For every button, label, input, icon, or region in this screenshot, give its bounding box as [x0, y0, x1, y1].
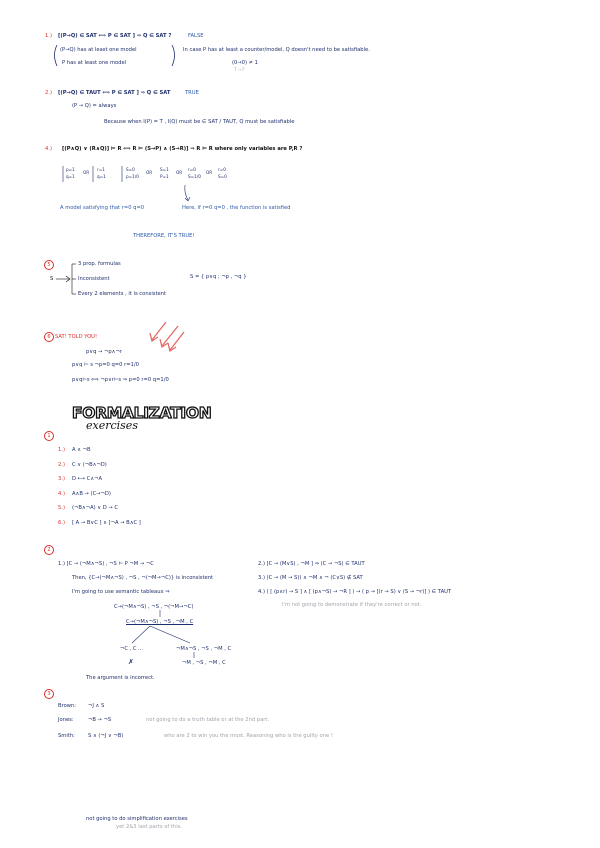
s4-item3: Every 2 elements , it is consistent: [78, 291, 167, 297]
title-main: FORMALIZATION: [72, 404, 212, 422]
s3-right-note: Here, if r=0 q=0 , the function is satisfied: [182, 205, 291, 211]
s2-answer: TRUE: [185, 90, 199, 96]
s7-right3-note: I'm not going to demonstrate if they're correct or not.: [282, 602, 422, 608]
s4-item2: Inconsistent: [78, 276, 110, 282]
s7-tableau4: ¬M∧¬S , ¬S , ¬M , C: [176, 646, 232, 652]
s5-line2: p∨q ⊨ s ¬p=0 q=0 r=1/0: [72, 362, 139, 368]
s1-note: In case P has at least a counter/model, Q doesn't need to be satisfiable.: [183, 47, 370, 53]
s6-item-number: 4.): [58, 490, 65, 497]
footer-main: not going to do simplification exercises: [86, 816, 188, 822]
s7-line3: I'm going to use semantic tableaux ⇒: [72, 589, 170, 595]
s8-brown-value: ¬J ∧ S: [88, 703, 105, 709]
s7-number: 2: [44, 545, 54, 555]
s3-case2b: q=1: [97, 174, 106, 179]
s3-case6b: S=0: [218, 174, 227, 179]
s6-item-text: (¬B∧¬A) ∨ D → C: [72, 505, 119, 511]
s8-jones-note: not going to do a truth table or at the 2nd part.: [146, 717, 270, 723]
s6-item-text: D ⟷ C∧¬A: [72, 476, 103, 482]
s5-number: 6: [44, 332, 54, 342]
s7-tableau2: C→(¬M∧¬S) , ¬S , ¬M , C: [126, 619, 194, 625]
s6-number: 1: [44, 431, 54, 441]
s7-cross: ✗: [128, 658, 134, 666]
s2-line2: Because when I(P) = T , I(Q) must be ∈ SAT / TAUT, Q must be satisfiable: [104, 119, 295, 125]
s2-number: 2.): [45, 90, 52, 96]
s3-case4b: P=1: [160, 174, 169, 179]
s3-case5b: S=1/0: [188, 174, 201, 179]
s5-line3: p∨q⊨s ⟺ ¬p∨r⊨s ⇒ p=0 r=0 q=1/0: [72, 377, 169, 383]
s3-case1a: p=1: [66, 167, 75, 172]
s3-case6a: r=0: [218, 167, 226, 172]
s7-line4: The argument is incorrect.: [86, 675, 155, 681]
s7-line2: Then, {C→(¬M∧¬S) , ¬S , ¬(¬M→¬C)} is inconsistent: [72, 575, 214, 581]
s1-formula: (0→0) ≠ 1: [232, 60, 258, 66]
s8-smith-label: Smith:: [58, 733, 75, 739]
s7-tableau5: ¬M , ¬S , ¬M , C: [182, 660, 226, 666]
s3-or4: OR: [206, 170, 213, 175]
s1-answer: FALSE: [188, 33, 204, 39]
title-sub: exercises: [86, 419, 138, 432]
s6-item-text: C ∨ (¬B∧¬D): [72, 461, 107, 468]
s3-or1: OR: [83, 170, 90, 175]
s4-set: S = { p∨q ; ¬p , ¬q }: [190, 274, 247, 280]
s8-smith-note: who are 2 to win you the most. Reasoning who is the guilty one !: [164, 733, 333, 739]
s7-right1: 2.) [C → (M∨S) , ¬M ] ⇒ (C → ¬S) ∈ TAUT: [258, 561, 365, 567]
s6-item-number: 3.): [58, 476, 65, 482]
s3-or3: OR: [176, 170, 183, 175]
s3-or2: OR: [146, 170, 153, 175]
s6-item-text: A ∧ ¬B: [72, 447, 91, 453]
s3-case1b: q=1: [66, 174, 75, 179]
s3-case4a: S=1: [160, 167, 169, 172]
s8-brown-label: Brown:: [58, 703, 77, 709]
s4-item1: 3 prop. formulas: [78, 261, 121, 267]
s2-line1: (P → Q) = always: [72, 103, 117, 109]
s6-item-text: A∧B → (C→¬D): [72, 490, 111, 497]
s8-smith-value: S ∧ (¬J ∨ ¬B): [88, 733, 124, 739]
s1-line1: (P→Q) has at least one model: [60, 47, 137, 53]
s1-question: [(P→Q) ∈ SAT ⟺ P ∈ SAT ] ⇒ Q ∈ SAT ?: [58, 33, 172, 39]
s5-line1: p∨q → ¬p∧¬r: [86, 349, 122, 355]
s7-right2: 3.) (C → (M → S)) ∧ ¬M ∧ ¬ (C∨S) ∉ SAT: [258, 575, 363, 581]
s7-right3: 4.) ( [ (p∧r) → S ] ∧ [ (p∧¬S) → ¬R ] ) → ( p → [(r → S) ∨ (S → ¬r)] ) ∈ TAUT: [258, 589, 452, 595]
s8-number: 3: [44, 689, 54, 699]
s3-left-note: A model satisfying that r=0 q=0: [60, 205, 145, 211]
s6-item-number: 6.): [58, 519, 65, 526]
s1-number: 1.): [45, 33, 52, 39]
s8-jones-label: Jones:: [58, 717, 74, 723]
s7-tableau1: C→(¬M∧¬S) , ¬S , ¬(¬M→¬C): [114, 604, 194, 610]
s1-formula-sub: T → F: [234, 67, 245, 72]
s1-line2: P has at least one model: [62, 60, 127, 66]
s3-case3b: p=1/0: [126, 174, 139, 179]
s4-set-letter: S: [50, 276, 54, 282]
s3-conclusion: THEREFORE, IT'S TRUE!: [133, 233, 195, 239]
s3-case2a: r=1: [97, 167, 105, 172]
s4-number: 5: [44, 260, 54, 270]
footer-sub: yet 2&3 last parts of this.: [116, 824, 182, 830]
s3-question: [(P∧Q) ∨ (R∧Q)] ⊨ R ⟺ R ⊨ (S→P) ∧ (S→R)] ⇒ R ⊨ R where only variables are P,R ?: [62, 146, 303, 152]
s3-case3a: S=0: [126, 167, 135, 172]
s3-case5a: r=0: [188, 167, 196, 172]
s8-jones-value: ¬B → ¬S: [88, 717, 112, 723]
s6-item-number: 1.): [58, 447, 65, 453]
s6-item-number: 2.): [58, 461, 65, 468]
s7-tableau3: ¬C , C ...: [120, 646, 144, 652]
s6-item-text: [ A → B∨C ] ∧ [¬A → B∧C ]: [72, 519, 141, 526]
s7-line1: 1.) [C → (¬M∧¬S) , ¬S ⊨ P ¬M → ¬C: [58, 561, 154, 567]
s3-number: 4.): [45, 146, 52, 152]
s6-item-number: 5.): [58, 505, 65, 511]
s2-question: [(P→Q) ∈ TAUT ⟺ P ∈ SAT ] ⇒ Q ∈ SAT: [58, 90, 171, 96]
s5-label: SAT! TOLD YOU!: [55, 334, 98, 340]
